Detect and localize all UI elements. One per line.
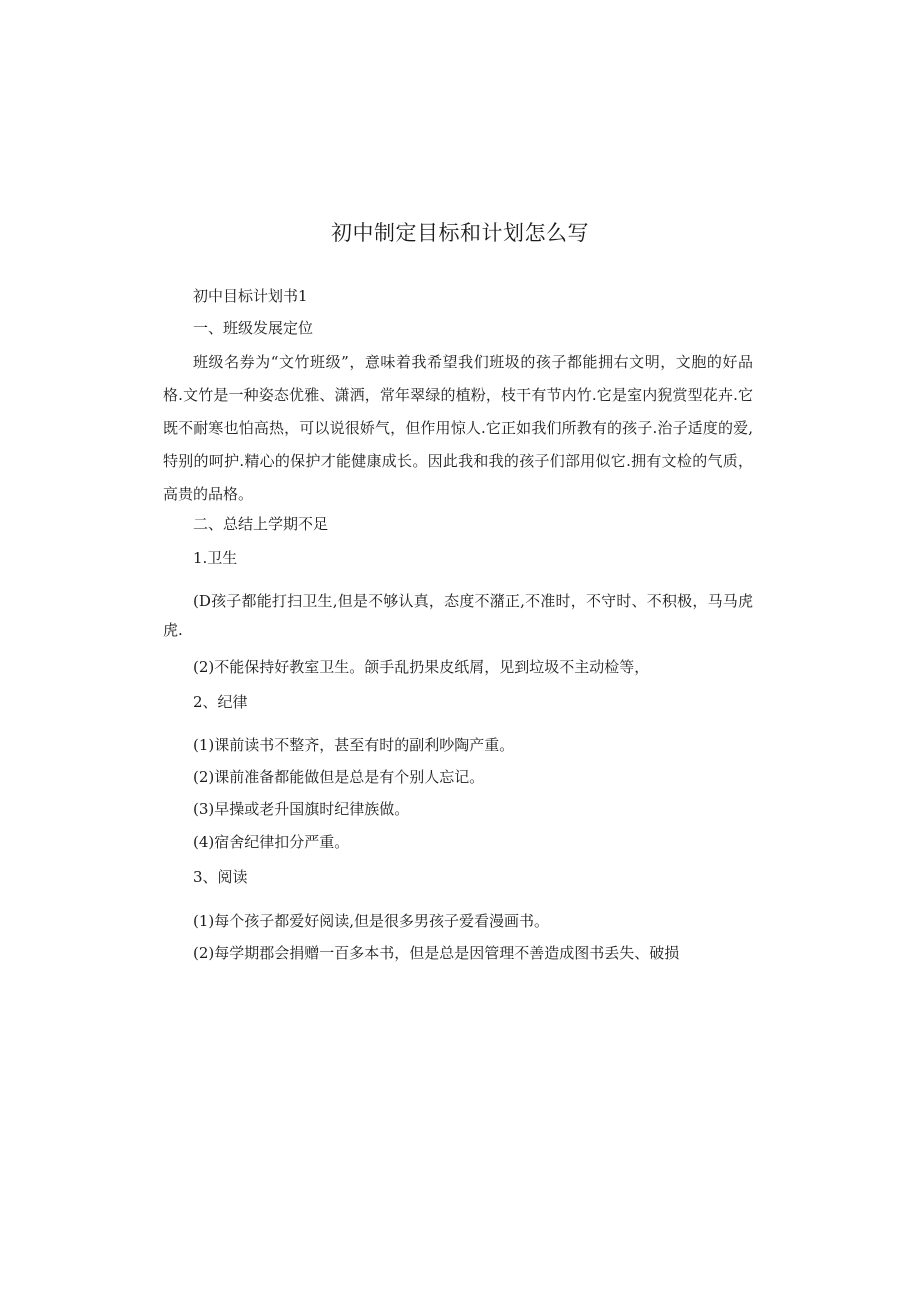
discipline-item-1: (1)课前读书不整齐，甚至有时的副利吵陶产重。 <box>193 736 515 754</box>
document-title: 初中制定目标和计划怎么写 <box>331 221 589 245</box>
discipline-item-2: (2)课前准备都能做但是总是有个别人忘记。 <box>193 768 485 786</box>
section1-paragraph: 班级名券为“文竹班级”，意味着我希望我们班圾的孩子都能拥右文明，文胞的好品格.文竹是一种姿态优雅、潇洒，常年翠绿的植粉，枝干有节内竹.它是室内猊赏型花卉.它既不耐寒也怕高热，可以说很娇气，但作用惊人.它正如我们所教有的孩子.治子适度的爱,特别的呵护.精心的保护才能健康成长。因此我和我的孩子们部用似它.拥有文检的气质，高贵的品格。 <box>163 353 753 503</box>
discipline-heading: 2、纪律 <box>193 693 248 711</box>
plan-subtitle: 初中目标计划书1 <box>193 287 308 305</box>
discipline-item-3: (3)早操或老升国旗时纪律族做。 <box>193 800 410 818</box>
discipline-item-4: (4)宿舍纪律扣分严重。 <box>193 833 350 851</box>
section2-heading: 二、总结上学期不足 <box>193 515 329 533</box>
reading-item-2: (2)每学期郡会捐赠一百多本书，但是总是因管理不善造成图书丢失、破损 <box>193 944 680 962</box>
reading-item-1: (1)每个孩子都爱好阅读,但是很多男孩子爱看漫画书。 <box>193 912 550 930</box>
hygiene-heading: 1.卫生 <box>193 549 238 567</box>
section1-heading: 一、班级发展定位 <box>193 319 314 337</box>
hygiene-item-1: (D孩子都能打扫卫生,但是不够认真，态度不潴正,不准时，不守时、不积极，马马虎虎. <box>163 592 753 639</box>
reading-heading: 3、阅读 <box>193 868 248 886</box>
hygiene-item-2: (2)不能保持好教室卫生。颌手乱扔果皮纸屑，见到垃圾不主动检等， <box>193 658 650 676</box>
